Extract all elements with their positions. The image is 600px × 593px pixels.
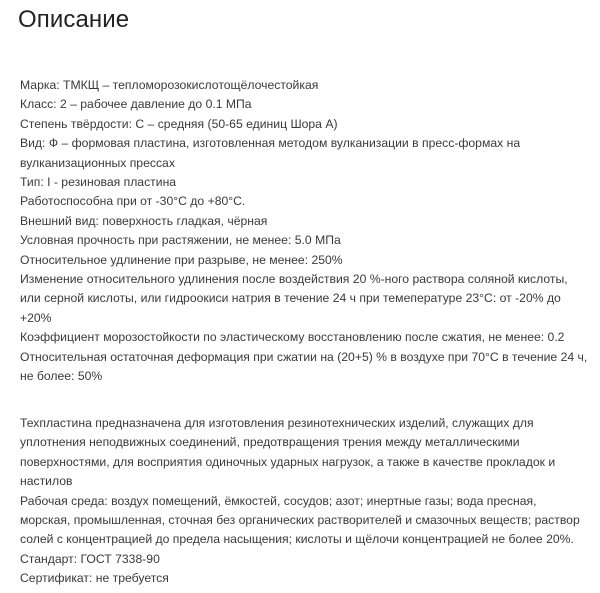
spec-line: Марка: ТМКЩ – тепломорозокислотощёлочестойкая xyxy=(20,78,319,92)
spec-line: Степень твёрдости: С – средняя (50-65 единиц Шора А) xyxy=(20,116,338,131)
usage-line: Стандарт: ГОСТ 7338-90 xyxy=(20,551,160,566)
spec-line: Относительная остаточная деформация при сжатии на (20+5) % в воздухе при 70°С в течение 24 ч, не более: 50% xyxy=(20,349,588,384)
spec-line: Вид: Ф – формовая пластина, изготовленная методом вулканизации в пресс-формах на вулканизационных прессах xyxy=(20,136,521,170)
usage-description xyxy=(20,414,588,589)
spec-line: Условная прочность при растяжении, не менее: 5.0 МПа xyxy=(20,233,341,248)
usage-line: Сертификат: не требуется xyxy=(20,571,169,586)
spec-line: Изменение относительного удлинения после воздействия 20 %-ного раствора соляной кислоты, или серной кислоты, или гидроокиси натрия в течение 24 ч при темепературе 23°С: от -20% до +20% xyxy=(20,272,568,325)
page-title: Описание xyxy=(18,6,130,33)
spec-line: Внешний вид: поверхность гладкая, чёрная xyxy=(20,213,268,228)
usage-line: Рабочая среда: воздух помещений, ёмкостей, сосудов; азот; инертные газы; вода пресная, морская, промышленная, сточная без органических растворителей и смазочных веществ; раствор солей с концентрацией до предела насыщения; кислоты и щёлочи концентрацией не более 20%. xyxy=(20,493,580,547)
specifications-list xyxy=(20,76,588,387)
spec-line: Класс: 2 – рабочее давление до 0.1 МПа xyxy=(20,97,252,112)
spec-line: Относительное удлинение при разрыве, не менее: 250% xyxy=(20,252,343,267)
usage-line: Техпластина предназначена для изготовления резинотехнических изделий, служащих для уплотнения неподвижных соединений, предотвращения трения между металлическими поверхностями, для восприятия одиночных ударных нагрузок, а также в качестве прокладок и настилов xyxy=(20,416,556,489)
spec-line: Работоспособна при от -30°С до +80°С. xyxy=(20,194,246,209)
spec-line: Тип: I - резиновая пластина xyxy=(20,175,177,190)
spec-line: Коэффициент морозостойкости по эластическому восстановлению после сжатия, не менее: 0.2 xyxy=(20,330,565,345)
